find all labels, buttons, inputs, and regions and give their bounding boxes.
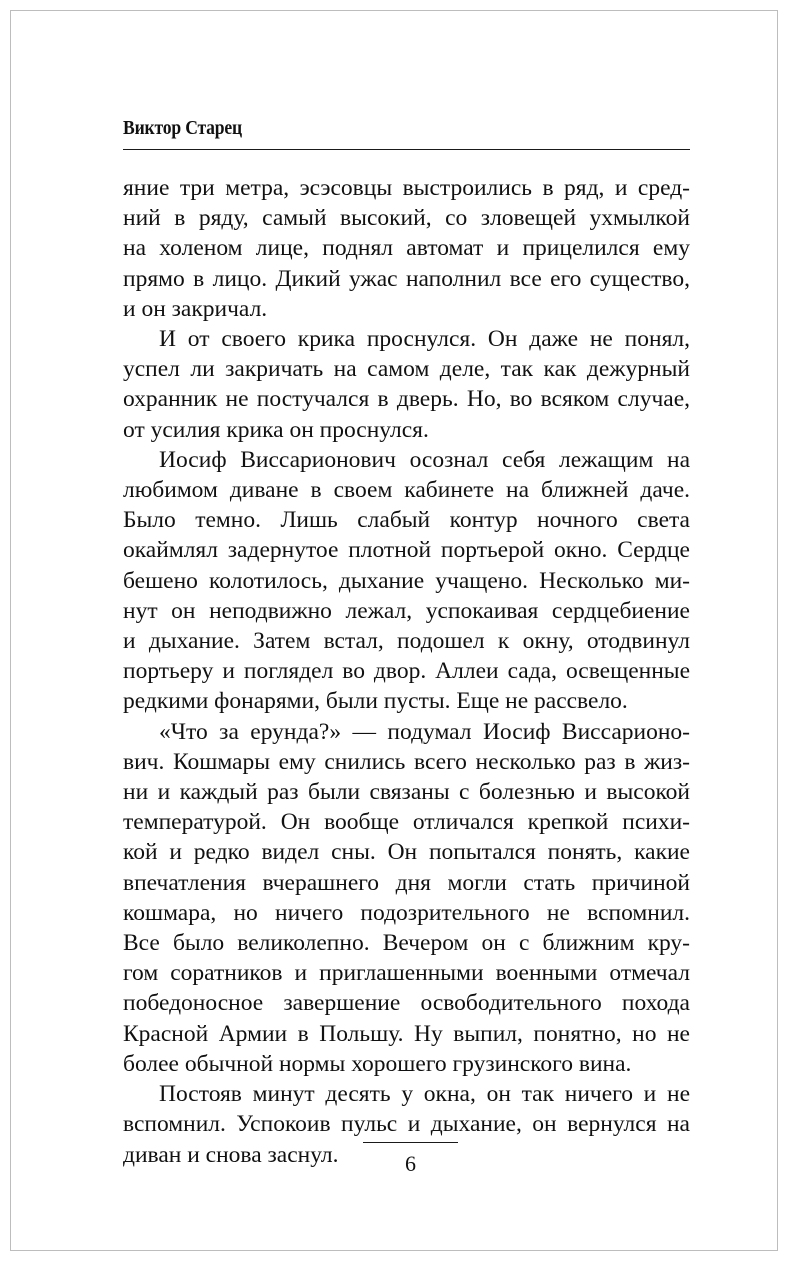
- text-line: нут он неподвижно лежал, успокаивая сердцебиение: [123, 597, 690, 624]
- text-line: вспомнил. Успокоив пульс и дыхание, он вернулся на: [123, 1111, 690, 1138]
- text-line: яние три метра, эсэсовцы выстроились в ряд, и сред-: [123, 175, 690, 201]
- text-line: кошмара, но ничего подозрительного не вспомнил.: [123, 899, 690, 926]
- header-rule: [123, 149, 690, 150]
- text-line: окаймлял задернутое плотной портьерой окно. Сердце: [123, 537, 690, 564]
- text-line: И от своего крика проснулся. Он даже не понял,: [159, 326, 690, 353]
- text-line: ни и каждый раз были связаны с болезнью и высокой: [123, 779, 690, 806]
- running-head-author: Виктор Старец: [123, 117, 243, 139]
- text-line: более обычной нормы хорошего грузинского вина.: [123, 1050, 632, 1077]
- text-line: Красной Армии в Польшу. Ну выпил, понятно, но не: [123, 1020, 690, 1047]
- text-line: Иосиф Виссарионович осознал себя лежащим на: [159, 446, 690, 473]
- text-line: Было темно. Лишь слабый контур ночного света: [123, 507, 690, 534]
- text-line: Все было великолепно. Вечером он с ближним кру-: [123, 930, 690, 957]
- text-line: впечатления вчерашнего дня могли стать причиной: [123, 869, 690, 896]
- text-line: гом соратников и приглашенными военными отмечал: [123, 960, 690, 987]
- text-line: редкими фонарями, были пусты. Еще не рассвело.: [123, 688, 628, 715]
- text-line: и дыхание. Затем встал, подошел к окну, отодвинул: [123, 628, 690, 655]
- text-line: любимом диване в своем кабинете на ближней даче.: [123, 477, 690, 504]
- text-line: кой и редко видел сны. Он попытался понять, какие: [123, 839, 690, 866]
- text-line: Постояв минут десять у окна, он так ничего и не: [159, 1081, 690, 1108]
- text-line: ний в ряду, самый высокий, со зловещей ухмылкой: [123, 205, 690, 232]
- text-line: вич. Кошмары ему снились всего несколько раз в жиз-: [123, 748, 690, 775]
- page-number: 6: [405, 1151, 416, 1176]
- text-line: от усилия крика он проснулся.: [123, 416, 429, 443]
- text-line: «Что за ерунда?» — подумал Иосиф Виссарионо-: [159, 718, 690, 745]
- text-line: температурой. Он вообще отличался крепкой психи-: [123, 809, 690, 836]
- text-line: диван и снова заснул.: [123, 1141, 339, 1168]
- text-line: и он закричал.: [123, 295, 268, 322]
- text-line: бешено колотилось, дыхание учащено. Несколько ми-: [123, 567, 690, 594]
- text-line: победоносное завершение освободительного похода: [123, 990, 690, 1017]
- footer-rule: [363, 1142, 458, 1143]
- body-text: [123, 173, 690, 1170]
- text-line: охранник не постучался в дверь. Но, во всяком случае,: [123, 386, 690, 413]
- text-line: на холеном лице, поднял автомат и прицелился ему: [123, 235, 690, 262]
- text-line: успел ли закричать на самом деле, так как дежурный: [123, 356, 690, 383]
- text-line: прямо в лицо. Дикий ужас наполнил все его существо,: [123, 265, 690, 292]
- text-line: портьеру и поглядел во двор. Аллеи сада, освещенные: [123, 658, 690, 685]
